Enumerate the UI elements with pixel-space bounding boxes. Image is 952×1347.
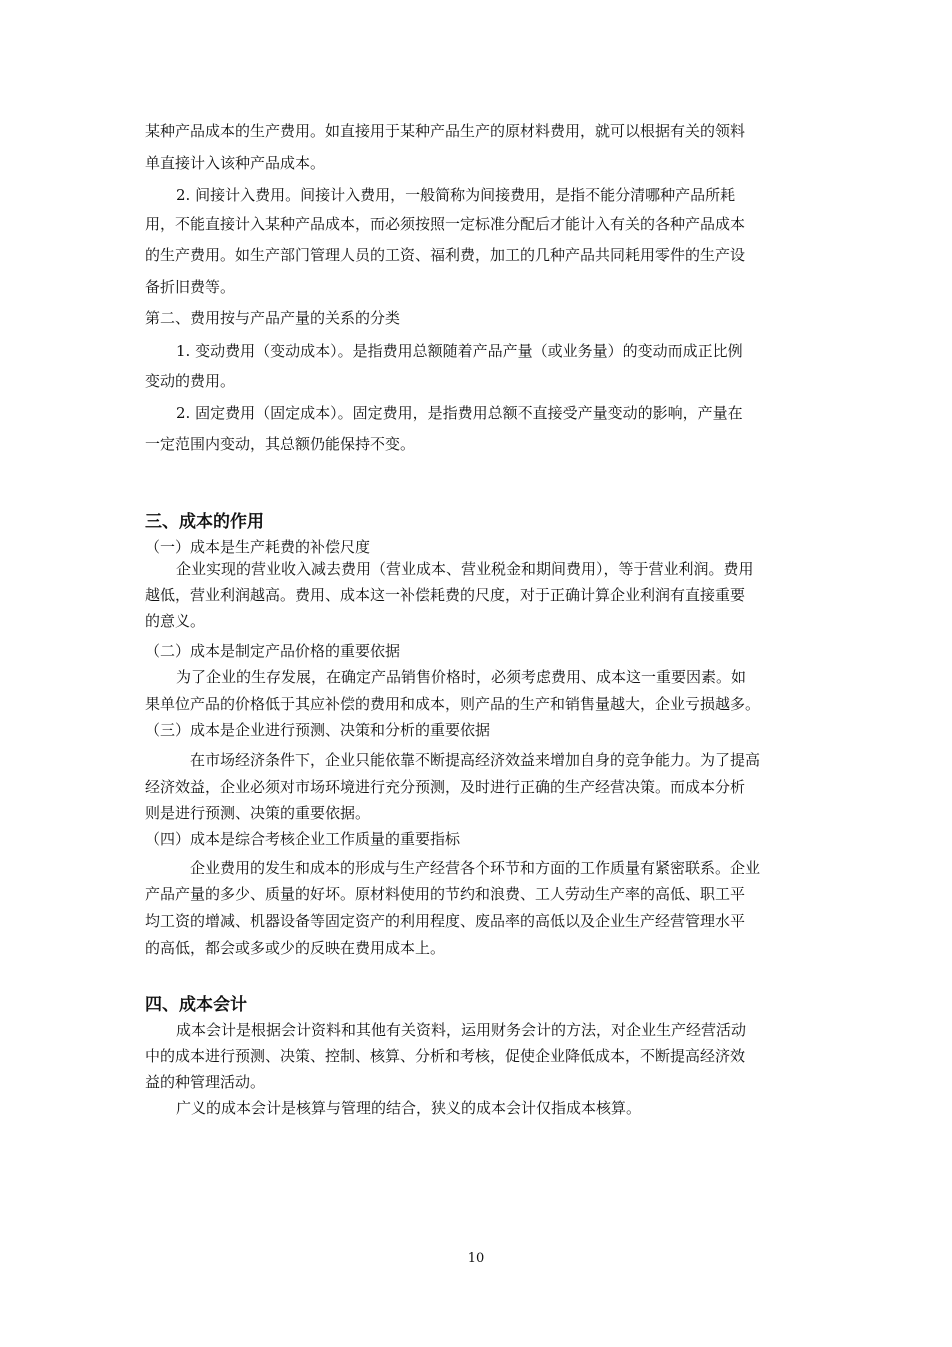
body-line: 的高低，都会或多或少的反映在费用成本上。 <box>145 939 446 957</box>
body-line: 用，不能直接计入某种产品成本，而必须按照一定标准分配后才能计入有关的各种产品成本 <box>145 215 746 233</box>
body-line: 益的种管理活动。 <box>145 1073 266 1091</box>
subsection-heading: （三）成本是企业进行预测、决策和分析的重要依据 <box>145 721 491 739</box>
subsection-heading: （四）成本是综合考核企业工作质量的重要指标 <box>145 830 461 848</box>
body-line: 单直接计入该种产品成本。 <box>145 154 326 172</box>
body-line: 在市场经济条件下，企业只能依靠不断提高经济效益来增加自身的竞争能力。为了提高 <box>190 751 761 769</box>
subsection-heading: （一）成本是生产耗费的补偿尺度 <box>145 538 371 556</box>
body-line: 备折旧费等。 <box>145 278 236 296</box>
body-line: 果单位产品的价格低于其应补偿的费用和成本，则产品的生产和销售量越大，企业亏损越多。 <box>145 695 761 713</box>
body-line: 成本会计是根据会计资料和其他有关资料，运用财务会计的方法，对企业生产经营活动 <box>176 1021 747 1039</box>
body-line: 产品产量的多少、质量的好坏。原材料使用的节约和浪费、工人劳动生产率的高低、职工平 <box>145 885 746 903</box>
body-line: 一定范围内变动，其总额仍能保持不变。 <box>145 435 416 453</box>
body-line: 2. 间接计入费用。间接计入费用，一般简称为间接费用，是指不能分清哪种产品所耗 <box>176 186 736 204</box>
body-line: 的意义。 <box>145 612 206 630</box>
section-heading: 四、成本会计 <box>145 995 247 1015</box>
section-heading: 三、成本的作用 <box>145 512 264 532</box>
subsection-heading: （二）成本是制定产品价格的重要依据 <box>145 642 401 660</box>
body-line: 则是进行预测、决策的重要依据。 <box>145 804 371 822</box>
body-line: 企业实现的营业收入减去费用（营业成本、营业税金和期间费用），等于营业利润。费用 <box>176 560 754 578</box>
body-line: 企业费用的发生和成本的形成与生产经营各个环节和方面的工作质量有紧密联系。企业 <box>190 859 761 877</box>
body-line: 广义的成本会计是核算与管理的结合，狭义的成本会计仅指成本核算。 <box>176 1099 642 1117</box>
page-number: 10 <box>467 1251 485 1266</box>
body-line: 均工资的增减、机器设备等固定资产的利用程度、废品率的高低以及企业生产经营管理水平 <box>145 912 746 930</box>
body-line: 的生产费用。如生产部门管理人员的工资、福利费，加工的几种产品共同耗用零件的生产设 <box>145 246 746 264</box>
section-subtitle: 第二、费用按与产品产量的关系的分类 <box>145 309 401 327</box>
body-line: 变动的费用。 <box>145 372 236 390</box>
body-line: 越低，营业利润越高。费用、成本这一补偿耗费的尺度，对于正确计算企业利润有直接重要 <box>145 586 746 604</box>
body-line: 2. 固定费用（固定成本）。固定费用，是指费用总额不直接受产量变动的影响，产量在 <box>176 404 743 422</box>
body-line: 为了企业的生存发展，在确定产品销售价格时，必须考虑费用、成本这一重要因素。如 <box>176 668 747 686</box>
body-line: 经济效益，企业必须对市场环境进行充分预测，及时进行正确的生产经营决策。而成本分析 <box>145 778 746 796</box>
body-line: 中的成本进行预测、决策、控制、核算、分析和考核，促使企业降低成本，不断提高经济效 <box>145 1047 746 1065</box>
body-line: 某种产品成本的生产费用。如直接用于某种产品生产的原材料费用，就可以根据有关的领料 <box>145 122 746 140</box>
body-line: 1. 变动费用（变动成本）。是指费用总额随着产品产量（或业务量）的变动而成正比例 <box>176 342 743 360</box>
